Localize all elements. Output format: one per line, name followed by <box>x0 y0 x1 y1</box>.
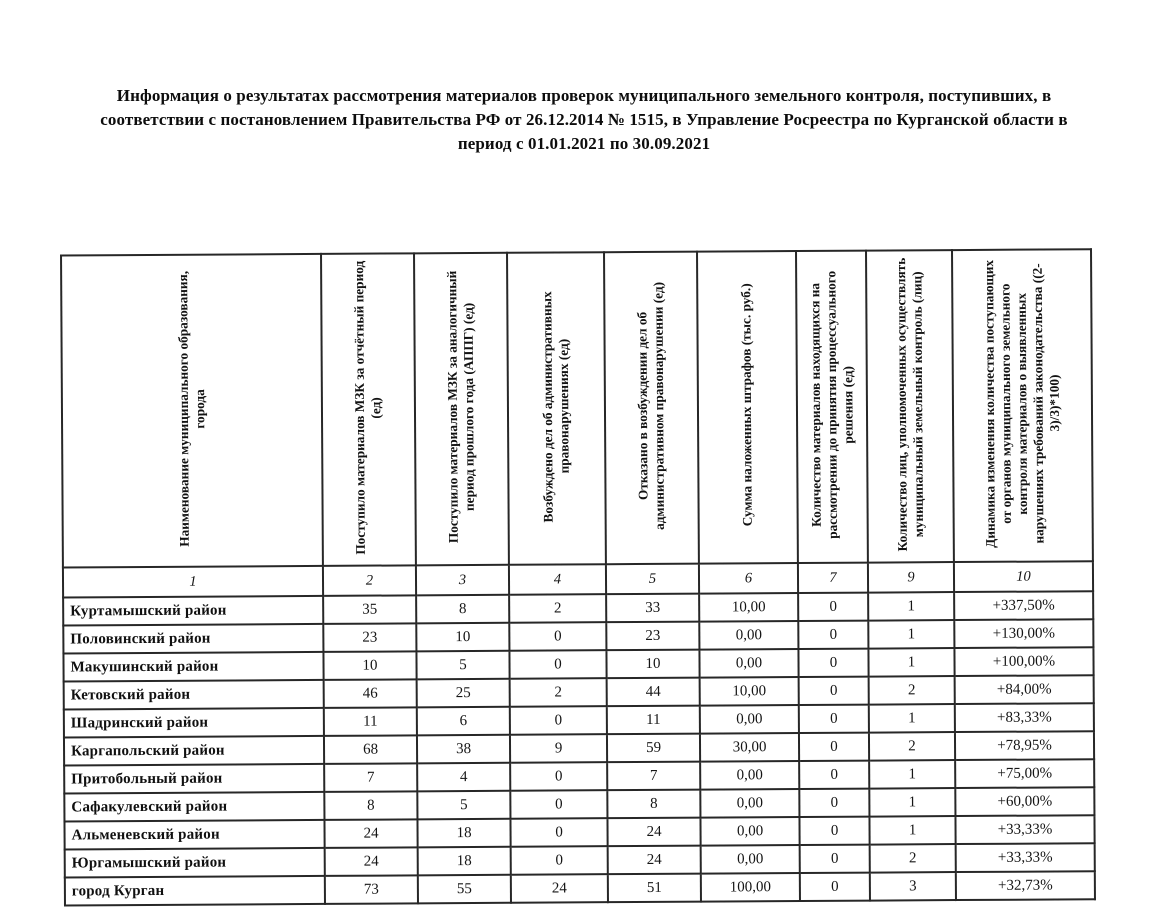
report-table <box>60 248 1096 906</box>
column-number: 6 <box>699 563 798 594</box>
value-cell: 100,00 <box>701 873 800 902</box>
value-cell: 1 <box>869 788 955 817</box>
value-cell: 0 <box>510 818 607 847</box>
value-cell: 6 <box>417 707 510 736</box>
municipality-name-cell: Сафакулевский район <box>64 792 324 822</box>
value-cell: 10 <box>323 651 416 680</box>
value-cell: 0 <box>800 873 870 901</box>
municipality-name-cell: Каргапольский район <box>64 736 324 766</box>
value-cell: 1 <box>868 592 954 621</box>
column-header-label: Поступило материалов МЗК за отчётный период (ед) <box>351 260 384 555</box>
value-cell: 10,00 <box>700 677 799 706</box>
value-cell: +78,95% <box>955 731 1094 760</box>
value-cell: 1 <box>868 648 954 677</box>
value-cell: +84,00% <box>955 675 1094 704</box>
value-cell: 0 <box>798 649 868 677</box>
value-cell: 18 <box>418 847 511 876</box>
municipality-name-cell: Шадринский район <box>64 708 324 738</box>
value-cell: 7 <box>607 762 700 791</box>
value-cell: +33,33% <box>956 843 1095 872</box>
value-cell: 73 <box>325 875 418 904</box>
value-cell: 33 <box>606 594 699 623</box>
column-header-label: Динамика изменения количества поступающих от органов муниципального земельного контроля материалов о выявленных нарушениях требований законодательства ((2-3)/3)*100) <box>981 259 1062 548</box>
value-cell: 18 <box>417 819 510 848</box>
column-number: 3 <box>416 565 509 596</box>
value-cell: 51 <box>608 874 701 903</box>
value-cell: 0 <box>509 622 606 651</box>
value-cell: 68 <box>324 735 417 764</box>
value-cell: 0 <box>799 761 869 789</box>
column-header-fines-sum <box>697 251 798 564</box>
column-header-municipality <box>61 254 323 568</box>
value-cell: +75,00% <box>955 759 1094 788</box>
value-cell: 24 <box>324 819 417 848</box>
column-number: 4 <box>509 564 606 595</box>
value-cell: 1 <box>868 620 954 649</box>
column-header-label: Поступило материалов МЗК за аналогичный период прошлого года (АППГ) (ед) <box>444 270 478 543</box>
value-cell: +130,00% <box>954 619 1093 648</box>
value-cell: 0 <box>798 593 868 621</box>
value-cell: 10 <box>416 623 509 652</box>
value-cell: 3 <box>870 872 956 901</box>
value-cell: 0 <box>799 705 869 733</box>
column-header-received-previous <box>414 253 509 566</box>
value-cell: 0,00 <box>699 649 798 678</box>
value-cell: 24 <box>325 847 418 876</box>
value-cell: 2 <box>869 732 955 761</box>
column-number: 9 <box>868 562 954 593</box>
value-cell: 11 <box>324 707 417 736</box>
value-cell: +100,00% <box>954 647 1093 676</box>
value-cell: 24 <box>511 874 608 903</box>
value-cell: 23 <box>323 623 416 652</box>
value-cell: 9 <box>510 734 607 763</box>
column-number: 5 <box>606 564 699 595</box>
municipality-name-cell: Куртамышский район <box>63 596 323 626</box>
value-cell: 0 <box>799 677 869 705</box>
value-cell: +33,33% <box>955 815 1094 844</box>
value-cell: 1 <box>869 760 955 789</box>
value-cell: +337,50% <box>954 591 1093 620</box>
value-cell: 0 <box>510 762 607 791</box>
value-cell: 35 <box>323 595 416 624</box>
municipality-name-cell: Альменевский район <box>64 820 324 850</box>
header-row <box>61 249 1093 567</box>
value-cell: 0,00 <box>700 789 799 818</box>
column-header-pending-materials <box>796 251 868 563</box>
column-header-dynamics <box>952 249 1093 562</box>
value-cell: 7 <box>324 763 417 792</box>
value-cell: 0,00 <box>700 817 799 846</box>
municipality-name-cell: город Курган <box>65 876 325 906</box>
value-cell: 8 <box>416 595 509 624</box>
column-header-label: Наименование муниципального образования, города <box>174 270 208 547</box>
value-cell: 10,00 <box>699 593 798 622</box>
value-cell: 59 <box>607 734 700 763</box>
value-cell: 0 <box>510 706 607 735</box>
value-cell: 55 <box>418 875 511 904</box>
table-header <box>61 249 1093 597</box>
value-cell: +32,73% <box>956 871 1095 900</box>
value-cell: 23 <box>606 622 699 651</box>
column-number: 1 <box>63 566 323 598</box>
column-header-label: Возбуждено дел об административных правонарушениях (ед) <box>539 290 572 522</box>
table-body <box>63 591 1095 905</box>
column-header-label: Отказано в возбуждении дел об административном правонарушении (ед) <box>634 281 668 530</box>
value-cell: 5 <box>417 791 510 820</box>
value-cell: 5 <box>416 651 509 680</box>
value-cell: 2 <box>509 594 606 623</box>
value-cell: 38 <box>417 735 510 764</box>
value-cell: 24 <box>607 818 700 847</box>
value-cell: 0 <box>799 789 869 817</box>
value-cell: 44 <box>607 678 700 707</box>
value-cell: 0 <box>799 733 869 761</box>
column-header-cases-initiated <box>507 252 606 565</box>
value-cell: 0 <box>800 845 870 873</box>
value-cell: 4 <box>417 763 510 792</box>
value-cell: 1 <box>869 704 955 733</box>
value-cell: 8 <box>607 790 700 819</box>
value-cell: 2 <box>870 844 956 873</box>
municipality-name-cell: Макушинский район <box>63 652 323 682</box>
column-header-cases-refused <box>604 252 699 565</box>
column-number: 2 <box>323 565 416 596</box>
column-header-label: Сумма наложенных штрафов (тыс. руб.) <box>738 283 756 527</box>
value-cell: 0,00 <box>699 621 798 650</box>
column-header-received-current <box>321 253 416 566</box>
value-cell: 0,00 <box>700 761 799 790</box>
value-cell: 25 <box>417 679 510 708</box>
table-row <box>65 871 1095 905</box>
column-number: 10 <box>954 561 1093 592</box>
value-cell: 0,00 <box>701 845 800 874</box>
column-header-authorized-persons <box>866 250 954 563</box>
value-cell: 8 <box>324 791 417 820</box>
column-number: 7 <box>798 563 868 593</box>
column-header-label: Количество материалов находящихся на рассмотрении до принятия процессуального решения (ед) <box>806 270 856 539</box>
value-cell: 0,00 <box>700 705 799 734</box>
municipality-name-cell: Юргамышский район <box>65 848 325 878</box>
value-cell: 2 <box>869 676 955 705</box>
value-cell: 10 <box>606 650 699 679</box>
value-cell: 0 <box>799 817 869 845</box>
municipality-name-cell: Половинский район <box>63 624 323 654</box>
value-cell: 0 <box>798 621 868 649</box>
value-cell: 2 <box>510 678 607 707</box>
column-header-label: Количество лиц, уполномоченных осуществлять муниципальный земельный контроль (лиц) <box>892 257 926 551</box>
report-table-wrapper <box>60 248 1094 906</box>
value-cell: 0 <box>510 790 607 819</box>
value-cell: 0 <box>511 846 608 875</box>
municipality-name-cell: Кетовский район <box>64 680 324 710</box>
value-cell: 1 <box>869 816 955 845</box>
value-cell: +60,00% <box>955 787 1094 816</box>
document-title: Информация о результатах рассмотрения материалов проверок муниципального земельного контроля, поступивших, в соответствии с постановлением Правительства РФ от 26.12.2014 № 1515, в Управление Росреестра по Курганской области в период с 01.01.2021 по 30.09.2021 <box>100 86 1068 154</box>
value-cell: 11 <box>607 706 700 735</box>
scanned-document-page <box>0 84 1168 911</box>
value-cell: 30,00 <box>700 733 799 762</box>
value-cell: 46 <box>324 679 417 708</box>
municipality-name-cell: Притобольный район <box>64 764 324 794</box>
value-cell: 0 <box>509 650 606 679</box>
value-cell: 24 <box>608 846 701 875</box>
value-cell: +83,33% <box>955 703 1094 732</box>
